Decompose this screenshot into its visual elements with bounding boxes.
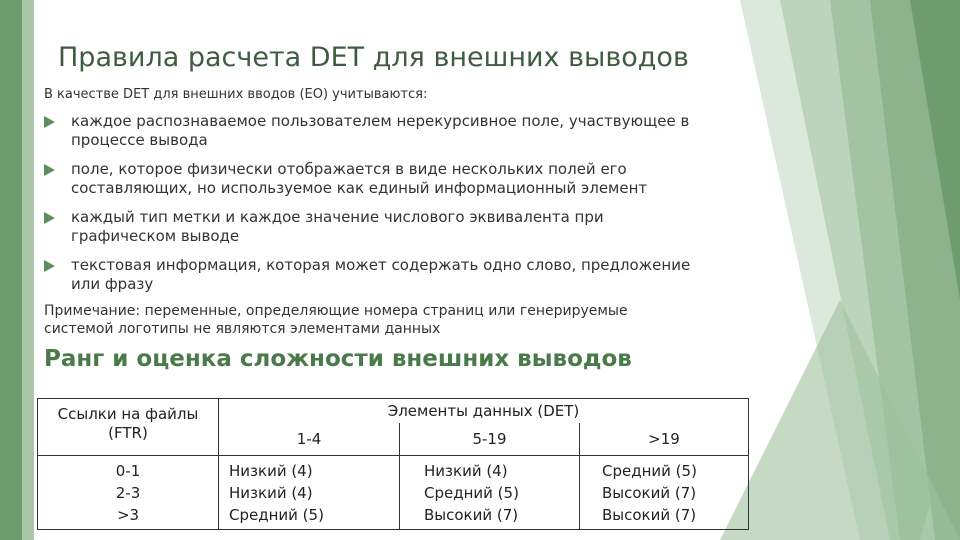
rating-value: Высокий (7)	[602, 506, 697, 524]
ftr-value: 0-1	[115, 462, 141, 480]
note-text: Примечание: переменные, определяющие номера страниц или генерируемые системой логотипы не являются элементами данных	[44, 303, 628, 337]
bullet-text: каждое распознаваемое пользователем нерекурсивное поле, участвующее в процессе вывода	[71, 112, 690, 149]
det-col-1-4: 1-4	[219, 423, 400, 456]
col-gt19-cell	[580, 456, 749, 530]
col-5-19-cell	[400, 456, 580, 530]
triangle-bullet-icon	[44, 164, 55, 176]
section-subtitle: Ранг и оценка сложности внешних выводов	[44, 346, 632, 372]
ftr-value: >3	[116, 506, 140, 524]
det-col-5-19: 5-19	[400, 423, 580, 456]
slide-title: Правила расчета DET для внешних выводов	[58, 42, 689, 73]
ftr-value: 2-3	[115, 484, 141, 502]
triangle-bullet-icon	[44, 260, 55, 272]
rating-value: Высокий (7)	[602, 484, 697, 502]
rating-value: Высокий (7)	[424, 506, 519, 524]
bullet-item	[44, 160, 694, 198]
col-1-4-cell	[219, 456, 400, 530]
rating-value: Средний (5)	[424, 484, 519, 502]
rating-value: Низкий (4)	[229, 462, 313, 480]
intro-text: В качестве DET для внешних вводов (ЕО) учитываются:	[44, 87, 428, 102]
bullet-list	[44, 112, 694, 304]
bullet-item	[44, 208, 694, 246]
complexity-table	[37, 398, 749, 530]
det-header: Элементы данных (DET)	[219, 399, 749, 424]
bullet-text: текстовая информация, которая может содержать одно слово, предложение или фразу	[71, 256, 691, 293]
bullet-text: поле, которое физически отображается в виде нескольких полей его составляющих, но используемое как единый информационный элемент	[71, 160, 648, 197]
triangle-bullet-icon	[44, 212, 55, 224]
rating-value: Низкий (4)	[229, 484, 313, 502]
ftr-values-cell	[38, 456, 219, 530]
rating-value: Средний (5)	[602, 462, 697, 480]
bullet-item	[44, 256, 694, 294]
left-decor-strip-light	[22, 0, 34, 540]
ftr-header: Ссылки на файлы (FTR)	[38, 399, 219, 456]
rating-value: Средний (5)	[229, 506, 324, 524]
bullet-text: каждый тип метки и каждое значение числового эквивалента при графическом выводе	[71, 208, 604, 245]
left-decor-strip	[0, 0, 22, 540]
triangle-bullet-icon	[44, 116, 55, 128]
det-col-gt19: >19	[580, 423, 749, 456]
bullet-item	[44, 112, 694, 150]
right-decor-shapes	[720, 0, 960, 540]
table-row	[38, 456, 749, 530]
rating-value: Низкий (4)	[424, 462, 508, 480]
